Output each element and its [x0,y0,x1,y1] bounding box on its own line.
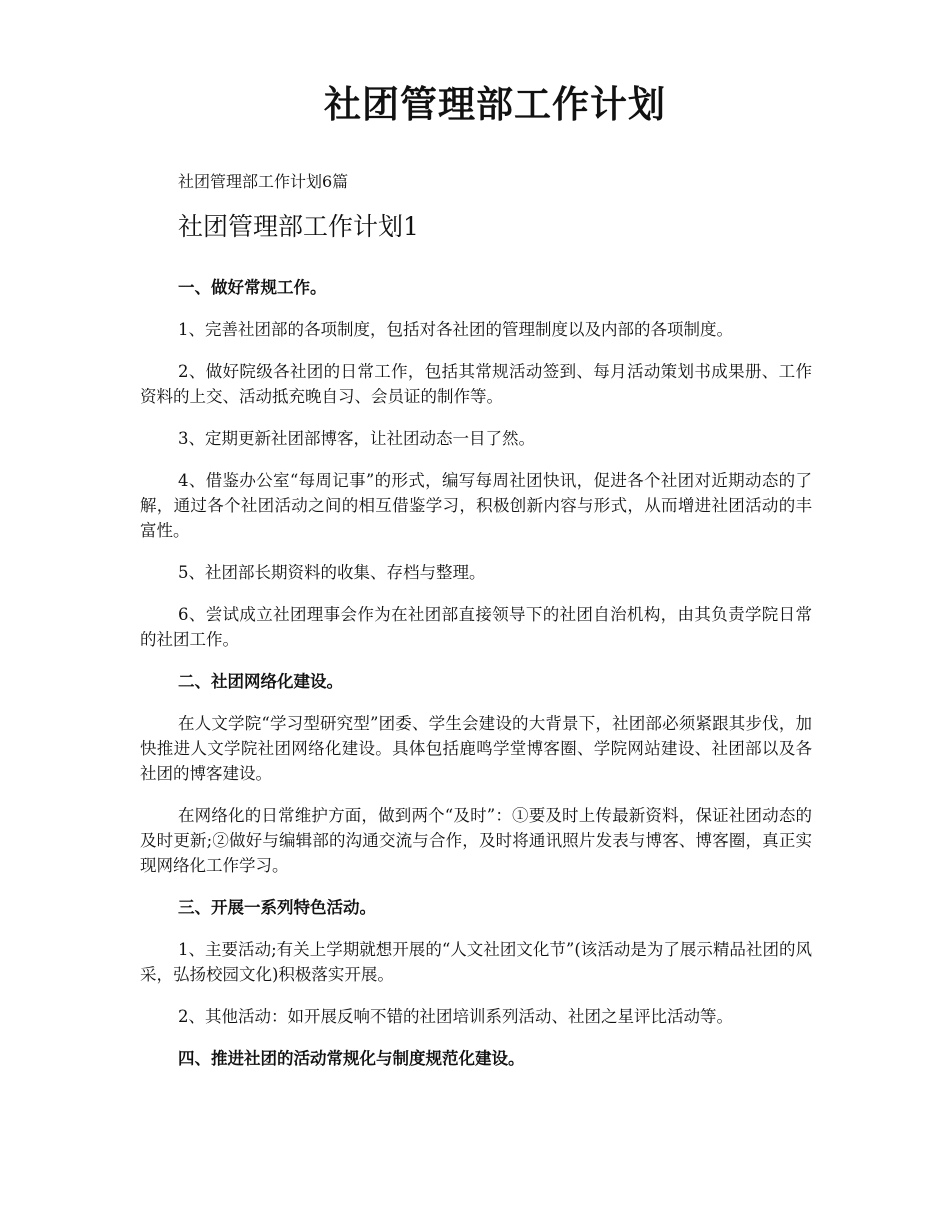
paragraph: 二、社团网络化建设。 [178,672,343,691]
paragraph: 4、借鉴办公室“每周记事”的形式，编写每周社团快讯，促进各个社团对近期动态的了解，通过各个社团活动之间的相互借鉴学习，积极创新内容与形式，从而增进社团活动的丰富性。 [140,471,812,540]
paragraph: 一、做好常规工作。 [178,278,327,297]
paragraph: 3、定期更新社团部博客，让社团动态一目了然。 [178,429,535,448]
paragraph: 1、完善社团部的各项制度，包括对各社团的管理制度以及内部的各项制度。 [178,320,733,339]
paragraph: 2、其他活动：如开展反响不错的社团培训系列活动、社团之星评比活动等。 [178,1007,733,1026]
document-subtitle: 社团管理部工作计划6篇 [178,172,349,191]
paragraph: 四、推进社团的活动常规化与制度规范化建设。 [178,1049,525,1068]
paragraph: 5、社团部长期资料的收集、存档与整理。 [178,563,486,582]
paragraph: 在人文学院“学习型研究型”团委、学生会建设的大背景下，社团部必须紧跟其步伐，加快推进人文学院社团网络化建设。具体包括鹿鸣学堂博客圈、学院网站建设、社团部以及各社团的博客建设。 [140,714,812,783]
document-title: 社团管理部工作计划 [324,82,666,126]
paragraph: 2、做好院级各社团的日常工作，包括其常规活动签到、每月活动策划书成果册、工作资料的上交、活动抵充晚自习、会员证的制作等。 [140,362,812,406]
paragraph: 三、开展一系列特色活动。 [178,898,376,917]
document-body [140,275,812,1088]
paragraph: 6、尝试成立社团理事会作为在社团部直接领导下的社团自治机构，由其负责学院日常的社团工作。 [140,605,812,649]
paragraph: 在网络化的日常维护方面，做到两个“及时”：①要及时上传最新资料，保证社团动态的及时更新;②做好与编辑部的沟通交流与合作，及时将通讯照片发表与博客、博客圈，真正实现网络化工作学习。 [140,806,812,875]
paragraph: 1、主要活动;有关上学期就想开展的“人文社团文化节”(该活动是为了展示精品社团的风采，弘扬校园文化)积极落实开展。 [140,940,812,984]
section-heading: 社团管理部工作计划1 [178,212,419,241]
